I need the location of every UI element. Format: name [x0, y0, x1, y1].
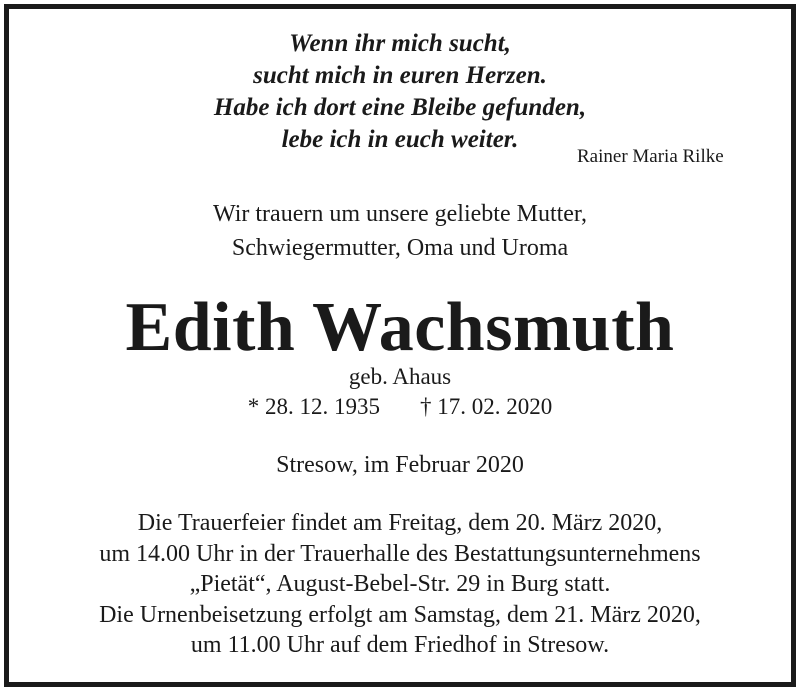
details-line: Die Trauerfeier findet am Freitag, dem 20. März 2020, — [137, 510, 663, 536]
funeral-details — [0, 508, 800, 661]
details-line: „Pietät“, August-Bebel-Str. 29 in Burg statt. — [189, 571, 611, 597]
poem-author: Rainer Maria Rilke — [577, 146, 724, 167]
death-date: † 17. 02. 2020 — [420, 394, 553, 419]
birth-date: * 28. 12. 1935 — [247, 394, 380, 419]
intro-line: Schwiegermutter, Oma und Uroma — [231, 235, 569, 261]
poem-quote — [0, 28, 800, 156]
poem-line: lebe ich in euch weiter. — [281, 126, 519, 153]
maiden-name: geb. Ahaus — [348, 364, 452, 389]
place-and-date: Stresow, im Februar 2020 — [276, 452, 524, 478]
poem-line: sucht mich in euren Herzen. — [253, 62, 547, 89]
details-line: um 14.00 Uhr in der Trauerhalle des Bestattungsunternehmens — [99, 540, 701, 567]
deceased-name: Edith Wachsmuth — [125, 289, 675, 366]
poem-line: Wenn ihr mich sucht, — [289, 30, 511, 57]
details-line: Die Urnenbeisetzung erfolgt am Samstag, dem 21. März 2020, — [99, 601, 701, 628]
poem-line: Habe ich dort eine Bleibe gefunden, — [213, 94, 587, 121]
details-line: um 11.00 Uhr auf dem Friedhof in Stresow. — [190, 632, 610, 658]
life-dates — [0, 392, 800, 422]
mourning-intro — [0, 197, 800, 265]
intro-line: Wir trauern um unsere geliebte Mutter, — [213, 201, 587, 227]
